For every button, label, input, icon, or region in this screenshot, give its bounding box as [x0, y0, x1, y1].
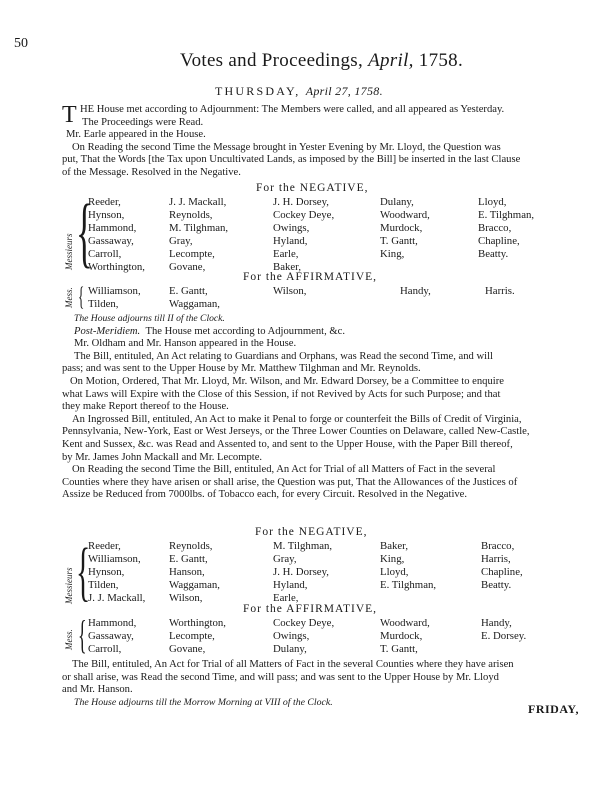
- v2a-c1r3: Carroll,: [88, 643, 122, 655]
- v1n-c5r5: Beatty.: [478, 248, 509, 260]
- v2n-c3r5: Earle,: [273, 592, 299, 604]
- v2a-c1r2: Gassaway,: [88, 630, 134, 642]
- v2a-c5r1: Handy,: [481, 617, 512, 629]
- v1n-c4r4: T. Gantt,: [380, 235, 418, 247]
- v2n-c2r4: Waggaman,: [169, 579, 220, 591]
- v2n-c5r2: Harris,: [481, 553, 511, 565]
- title-main: Votes and Proceedings,: [180, 50, 364, 71]
- vote1-affirmative-heading: For the AFFIRMATIVE,: [243, 271, 378, 283]
- v2n-c2r2: E. Gantt,: [169, 553, 208, 565]
- v1n-c5r2: E. Tilghman,: [478, 209, 535, 221]
- middle-line-11: Kent and Sussex, &c. was Read and Assented to, and sent to the Upper House, with the Paper Bill thereof,: [62, 438, 513, 450]
- title-month: April,: [368, 50, 414, 71]
- middle-section: [62, 313, 575, 502]
- middle-line-2: [62, 326, 575, 339]
- opening-line-5: put, That the Words [the Tax upon Uncultivated Lands, as imposed by the Bill] be inserted in the last Clause: [62, 154, 521, 166]
- v1n-c5r1: Lloyd,: [478, 196, 507, 208]
- v1n-c3r5: Earle,: [273, 248, 299, 260]
- v1n-c3r1: J. H. Dorsey,: [273, 196, 329, 208]
- v2n-c3r3: J. H. Dorsey,: [273, 566, 329, 578]
- vote1-negative-heading: For the NEGATIVE,: [256, 182, 369, 194]
- v1a-c1r2: Tilden,: [88, 298, 119, 310]
- opening-paragraph: [80, 104, 575, 129]
- v2n-c5r3: Chapline,: [481, 566, 523, 578]
- middle-line-13: On Reading the second Time the Bill, entituled, An Act for Trial of all Matters of Fact in the several: [72, 464, 496, 476]
- vote1-negative-label: Messieurs: [64, 233, 74, 270]
- v1n-c1r2: Hynson,: [88, 209, 125, 221]
- v2n-c1r5: J. J. Mackall,: [88, 592, 146, 604]
- v1n-c1r1: Reeder,: [88, 196, 121, 208]
- v1n-c4r3: Murdock,: [380, 222, 423, 234]
- v1n-c1r4: Gassaway,: [88, 235, 134, 247]
- v2a-c1r1: Hammond,: [88, 617, 137, 629]
- v1n-c3r4: Hyland,: [273, 235, 308, 247]
- closing-line-4: The House adjourns till the Morrow Morning at VIII of the Clock.: [74, 696, 333, 708]
- vote2-negative-heading: For the NEGATIVE,: [255, 526, 368, 538]
- v1n-c1r3: Hammond,: [88, 222, 137, 234]
- middle-line-12: by Mr. James John Mackall and Mr. Lecompte.: [62, 451, 263, 463]
- middle-line-1: The House adjourns till II of the Clock.: [74, 313, 225, 324]
- middle-line-4: The Bill, entituled, An Act relating to Guardians and Orphans, was Read the second Time, and will: [74, 350, 493, 362]
- v1n-c2r6: Govane,: [169, 261, 206, 273]
- middle-line-6: On Motion, Ordered, That Mr. Lloyd, Mr. Wilson, and Mr. Edward Dorsey, be a Committee to enquire: [70, 375, 504, 387]
- v1a-c1r1: Williamson,: [88, 285, 141, 297]
- vote1-negative-brace: {: [76, 188, 93, 275]
- v1n-c4r5: King,: [380, 248, 405, 260]
- v2n-c2r5: Wilson,: [169, 592, 203, 604]
- page-title: [180, 50, 463, 72]
- vote1-affirmative-label: Mess.: [64, 287, 74, 308]
- v1n-c2r2: Reynolds,: [169, 209, 213, 221]
- v1n-c1r5: Carroll,: [88, 248, 122, 260]
- dateline: [215, 84, 383, 99]
- opening-line-4: On Reading the second Time the Message brought in Yester Evening by Mr. Lloyd, the Question was: [72, 141, 501, 153]
- vote2-affirmative-brace: {: [78, 612, 87, 657]
- v1n-c1r6: Worthington,: [88, 261, 146, 273]
- opening-line-2: The Proceedings were Read.: [82, 116, 204, 128]
- v2n-c2r1: Reynolds,: [169, 540, 213, 552]
- vote2-affirmative-label: Mess.: [64, 629, 74, 650]
- v1n-c2r4: Gray,: [169, 235, 193, 247]
- middle-line-5: pass; and was sent to the Upper House by Mr. Matthew Tilghman and Mr. Reynolds.: [62, 363, 421, 375]
- v2n-c4r4: E. Tilghman,: [380, 579, 437, 591]
- drop-cap: T: [62, 102, 77, 128]
- v2a-c2r2: Lecompte,: [169, 630, 215, 642]
- closing-line-1: The Bill, entituled, An Act for Trial of all Matters of Fact in the several Counties where they have arisen: [72, 659, 514, 670]
- v1n-c5r3: Bracco,: [478, 222, 512, 234]
- catchword: FRIDAY,: [528, 702, 579, 716]
- v2a-c3r1: Cockey Deye,: [273, 617, 335, 629]
- v1n-c4r1: Dulany,: [380, 196, 414, 208]
- opening-line-1: HE House met according to Adjournment: The Members were called, and all appeared as Yesterday.: [80, 104, 505, 115]
- v1n-c5r4: Chapline,: [478, 235, 520, 247]
- middle-line-14: Counties where they have arisen or shall arise, the Question was put, That the Allowances of the Justices of: [62, 476, 518, 488]
- middle-line-15: Assize be Reduced from 7000lbs. of Tobacco each, for every Circuit. Resolved in the Negative.: [62, 489, 468, 501]
- middle-line-9: An Ingrossed Bill, entituled, An Act to make it Penal to forge or counterfeit the Bills of Credit of Virginia,: [72, 413, 522, 425]
- v1a-c2r1: E. Gantt,: [169, 285, 208, 297]
- opening-line-6: of the Message. Resolved in the Negative.: [62, 166, 241, 178]
- vote2-negative-label: Messieurs: [64, 567, 74, 604]
- v1n-c3r2: Cockey Deye,: [273, 209, 335, 221]
- v2n-c2r3: Hanson,: [169, 566, 205, 578]
- v2n-c5r4: Beatty.: [481, 579, 512, 591]
- middle-line-2b: The House met according to Adjournment, &c.: [145, 325, 345, 337]
- v2n-c1r2: Williamson,: [88, 553, 141, 565]
- v2n-c1r4: Tilden,: [88, 579, 119, 591]
- opening-line-3: Mr. Earle appeared in the House.: [66, 129, 206, 140]
- v2a-c4r1: Woodward,: [380, 617, 430, 629]
- v2n-c4r1: Baker,: [380, 540, 409, 552]
- middle-line-10: Pennsylvania, New-York, East or West Jerseys, or the Three Lower Counties on Delaware, called New-Castle,: [62, 426, 530, 438]
- v2a-c5r2: E. Dorsey.: [481, 630, 527, 642]
- v2n-c1r1: Reeder,: [88, 540, 121, 552]
- dateline-day: THURSDAY,: [215, 84, 301, 98]
- dateline-date: April 27, 1758.: [305, 84, 383, 98]
- closing-section: [62, 659, 575, 709]
- v1n-c2r1: J. J. Mackall,: [169, 196, 227, 208]
- v2n-c4r3: Lloyd,: [380, 566, 409, 578]
- v2n-c1r3: Hynson,: [88, 566, 125, 578]
- v2a-c2r1: Worthington,: [169, 617, 227, 629]
- v2n-c5r1: Bracco,: [481, 540, 515, 552]
- vote1-affirmative-brace: {: [78, 282, 85, 311]
- v1n-c3r6: Baker,: [273, 261, 302, 273]
- v1a-c4r1: Handy,: [400, 285, 431, 297]
- middle-line-7: what Laws will Expire with the Close of this Session, if not Revived by Acts for such Purpose; and that: [62, 388, 501, 400]
- v1n-c2r5: Lecompte,: [169, 248, 215, 260]
- page-number: 50: [14, 36, 28, 51]
- v1n-c4r2: Woodward,: [380, 209, 430, 221]
- v1a-c3r1: Wilson,: [273, 285, 307, 297]
- v2n-c3r1: M. Tilghman,: [273, 540, 333, 552]
- vote2-negative-brace: {: [76, 535, 91, 608]
- v1a-c2r2: Waggaman,: [169, 298, 220, 310]
- title-year: 1758.: [418, 50, 464, 71]
- middle-line-3: Mr. Oldham and Mr. Hanson appeared in the House.: [74, 338, 297, 350]
- v2n-c3r4: Hyland,: [273, 579, 308, 591]
- v2a-c3r2: Owings,: [273, 630, 310, 642]
- v2n-c4r2: King,: [380, 553, 405, 565]
- v1a-c5r1: Harris.: [485, 285, 515, 297]
- v2a-c4r3: T. Gantt,: [380, 643, 418, 655]
- post-meridiem: Post-Meridiem.: [74, 325, 141, 337]
- v2n-c3r2: Gray,: [273, 553, 297, 565]
- closing-line-2: or shall arise, was Read the second Time, and will pass; and was sent to the Upper House by Mr. Lloyd: [62, 671, 499, 683]
- opening-paragraph-cont: [62, 129, 575, 179]
- vote2-affirmative-heading: For the AFFIRMATIVE,: [243, 603, 378, 615]
- v1n-c2r3: M. Tilghman,: [169, 222, 229, 234]
- v1n-c3r3: Owings,: [273, 222, 310, 234]
- closing-line-3: and Mr. Hanson.: [62, 684, 133, 696]
- middle-line-8: they make Report thereof to the House.: [62, 401, 229, 413]
- v2a-c4r2: Murdock,: [380, 630, 423, 642]
- v2a-c3r3: Dulany,: [273, 643, 307, 655]
- v2a-c2r3: Govane,: [169, 643, 206, 655]
